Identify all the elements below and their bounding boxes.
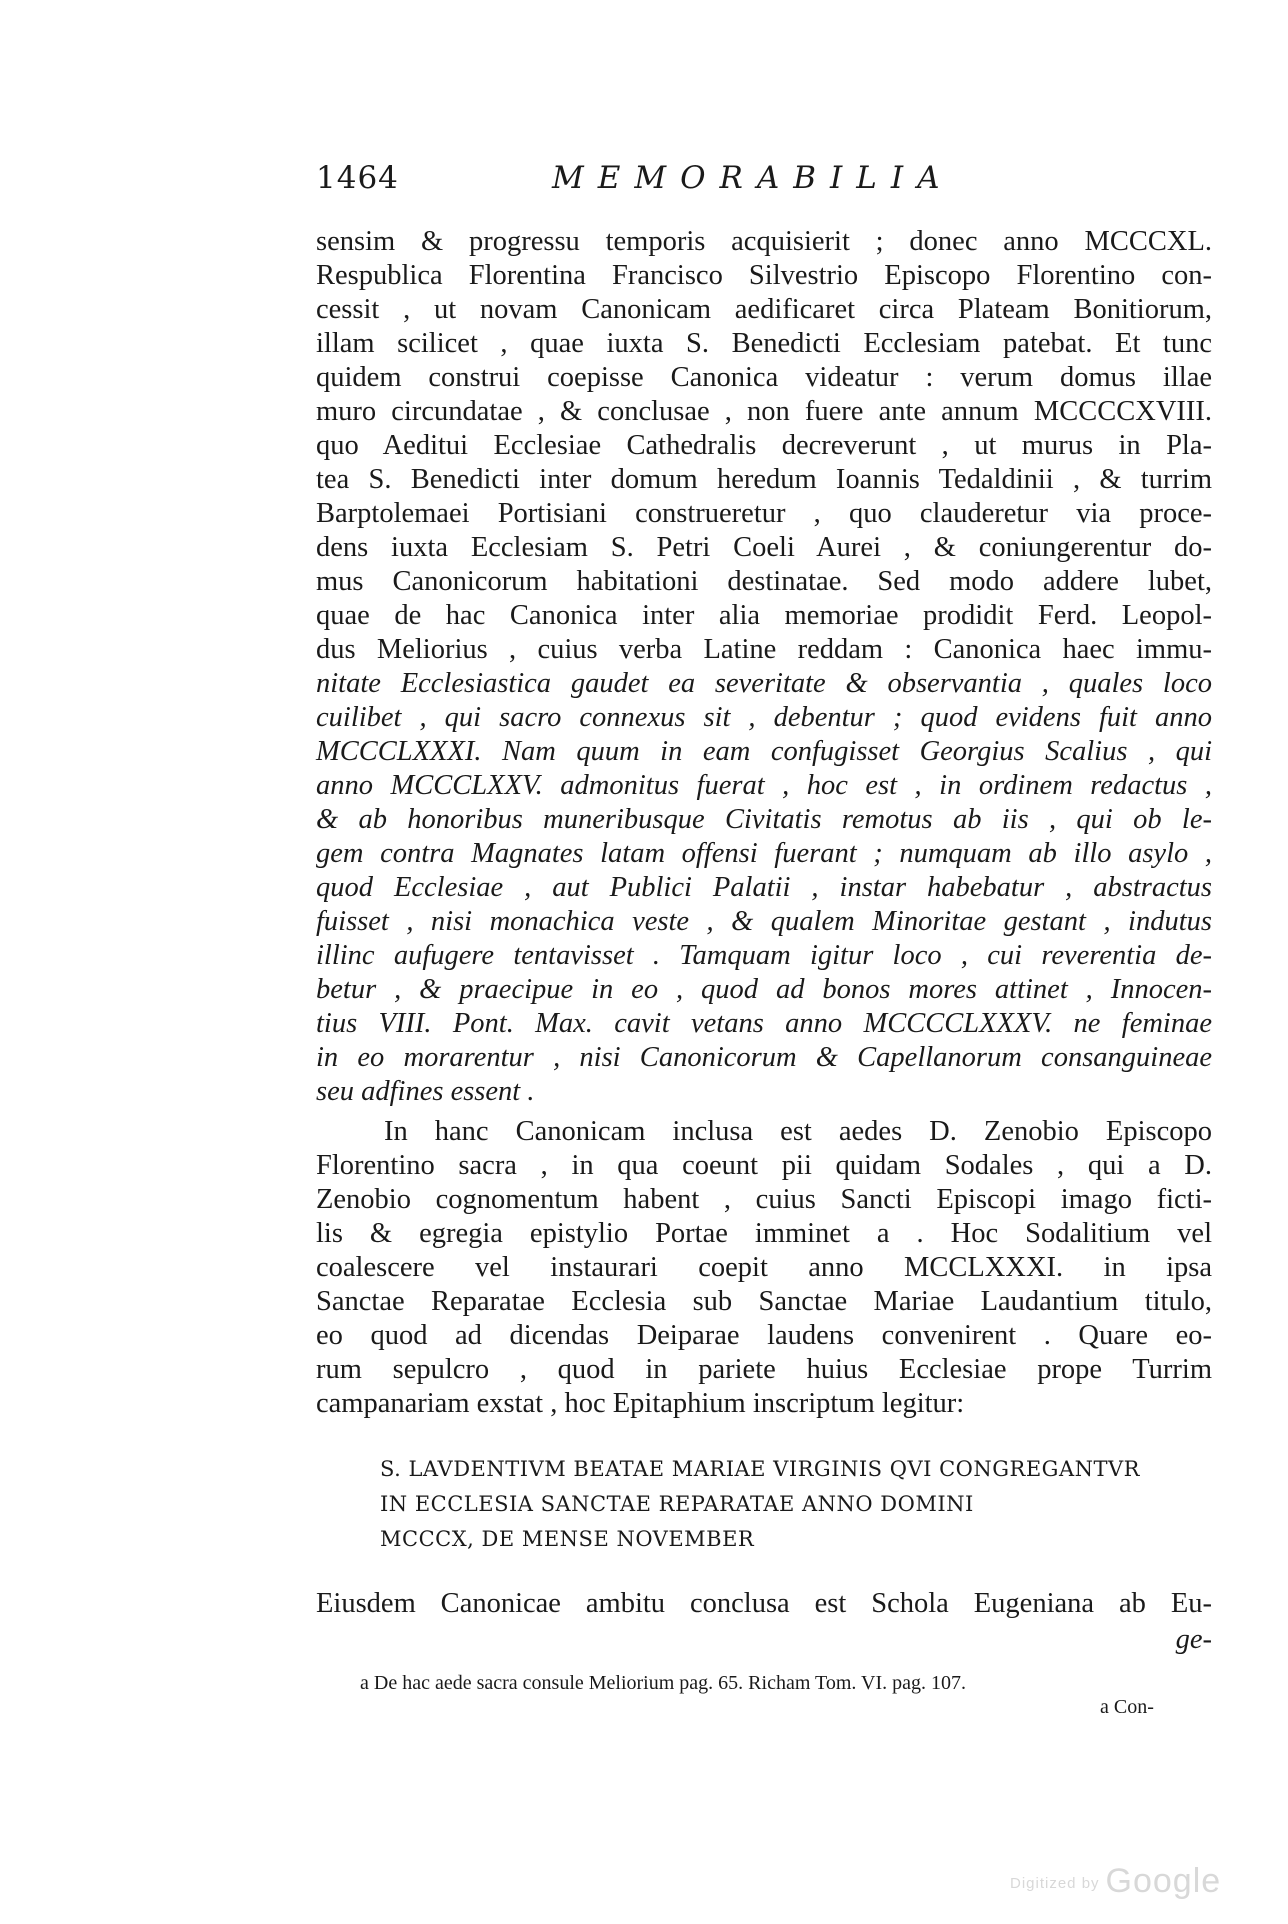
text-line: quidem construi coepisse Canonica videatur : verum domus illae: [316, 362, 1212, 393]
catchword: a Con-: [1100, 1696, 1154, 1718]
footnote: a De hac aede sacra consule Meliorium pag. 65. Richam Tom. VI. pag. 107.: [360, 1672, 967, 1694]
text-line: sensim & progressu temporis acquisierit ; donec anno MCCCXL.: [316, 226, 1212, 257]
text-line: Eiusdem Canonicae ambitu conclusa est Schola Eugeniana ab Eu-: [316, 1588, 1212, 1619]
closing-paragraph: [316, 1586, 1212, 1658]
text-line: Respublica Florentina Francisco Silvestrio Episcopo Florentino con-: [316, 260, 1212, 291]
watermark-brand: Google: [1105, 1862, 1222, 1900]
text-line: tius VIII. Pont. Max. cavit vetans anno MCCCCLXXXV. ne feminae: [316, 1008, 1212, 1039]
text-line: tea S. Benedicti inter domum heredum Ioannis Tedaldinii , & turrim: [316, 464, 1212, 495]
text-line: quod Ecclesiae , aut Publici Palatii , instar habebatur , abstractus: [316, 872, 1212, 903]
text-line: gem contra Magnates latam offensi fuerant ; numquam ab illo asylo ,: [316, 838, 1212, 869]
text-line: cessit , ut novam Canonicam aedificaret circa Plateam Bonitiorum,: [316, 294, 1212, 325]
text-line: coalescere vel instaurari coepit anno MCCLXXXI. in ipsa: [316, 1252, 1212, 1283]
text-line: Florentino sacra , in qua coeunt pii quidam Sodales , qui a D.: [316, 1150, 1212, 1181]
text-line: dus Meliorius , cuius verba Latine reddam : Canonica haec immu-: [316, 634, 1212, 665]
paragraph-2: [316, 1115, 1212, 1421]
text-line: Barptolemaei Portisiani construeretur , quo clauderetur via proce-: [316, 498, 1212, 529]
main-text: [316, 225, 1212, 1421]
text-line: betur , & praecipue in eo , quod ad bonos mores attinet , Innocen-: [316, 974, 1212, 1005]
text-line: campanariam exstat , hoc Epitaphium inscriptum legitur:: [316, 1388, 965, 1419]
text-line: lis & egregia epistylio Portae imminet a . Hoc Sodalitium vel: [316, 1218, 1212, 1249]
text-line: rum sepulcro , quod in pariete huius Ecclesiae prope Turrim: [316, 1354, 1212, 1385]
watermark-prefix: Digitized by: [1010, 1874, 1100, 1892]
text-line: ge-: [1175, 1624, 1212, 1655]
text-line: In hanc Canonicam inclusa est aedes D. Zenobio Episcopo: [384, 1116, 1212, 1147]
paragraph-1: [316, 225, 1212, 1109]
inscription-line: S. LAVDENTIVM BEATAE MARIAE VIRGINIS QVI CONGREGANTVR: [380, 1457, 1140, 1481]
text-line: quo Aeditui Ecclesiae Cathedralis decreverunt , ut murus in Pla-: [316, 430, 1212, 461]
text-line: fuisset , nisi monachica veste , & qualem Minoritae gestant , indutus: [316, 906, 1212, 937]
text-line: mus Canonicorum habitationi destinatae. Sed modo addere lubet,: [316, 566, 1212, 597]
text-line: seu adfines essent .: [316, 1076, 535, 1107]
page-header: [316, 160, 1036, 206]
page-number: 1464: [316, 160, 399, 196]
text-line: anno MCCCLXXV. admonitus fuerat , hoc est , in ordinem redactus ,: [316, 770, 1212, 801]
text-line: Sanctae Reparatae Ecclesia sub Sanctae Mariae Laudantium titulo,: [316, 1286, 1212, 1317]
text-line: muro circundatae , & conclusae , non fuere ante annum MCCCCXVIII.: [316, 396, 1212, 427]
text-line: nitate Ecclesiastica gaudet ea severitate & observantia , quales loco: [316, 668, 1212, 699]
inscription-line: MCCCX, DE MENSE NOVEMBER: [380, 1527, 755, 1551]
running-title: MEMORABILIA: [552, 160, 954, 196]
text-line: in eo morarentur , nisi Canonicorum & Capellanorum consanguineae: [316, 1042, 1212, 1073]
digitized-watermark: [1010, 1862, 1221, 1901]
text-line: dens iuxta Ecclesiam S. Petri Coeli Aurei , & coniungerentur do-: [316, 532, 1212, 563]
text-line: cuilibet , qui sacro connexus sit , debentur ; quod evidens fuit anno: [316, 702, 1212, 733]
epitaph-inscription: [380, 1452, 1180, 1557]
text-line: illam scilicet , quae iuxta S. Benedicti Ecclesiam patebat. Et tunc: [316, 328, 1212, 359]
text-line: eo quod ad dicendas Deiparae laudens convenirent . Quare eo-: [316, 1320, 1212, 1351]
text-line: & ab honoribus muneribusque Civitatis remotus ab iis , qui ob le-: [316, 804, 1212, 835]
text-line: Zenobio cognomentum habent , cuius Sancti Episcopi imago ficti-: [316, 1184, 1212, 1215]
text-line: quae de hac Canonica inter alia memoriae prodidit Ferd. Leopol-: [316, 600, 1212, 631]
inscription-line: IN ECCLESIA SANCTAE REPARATAE ANNO DOMINI: [380, 1492, 974, 1516]
text-line: MCCCLXXXI. Nam quum in eam confugisset Georgius Scalius , qui: [316, 736, 1212, 767]
text-line: illinc aufugere tentavisset . Tamquam igitur loco , cui reverentia de-: [316, 940, 1212, 971]
